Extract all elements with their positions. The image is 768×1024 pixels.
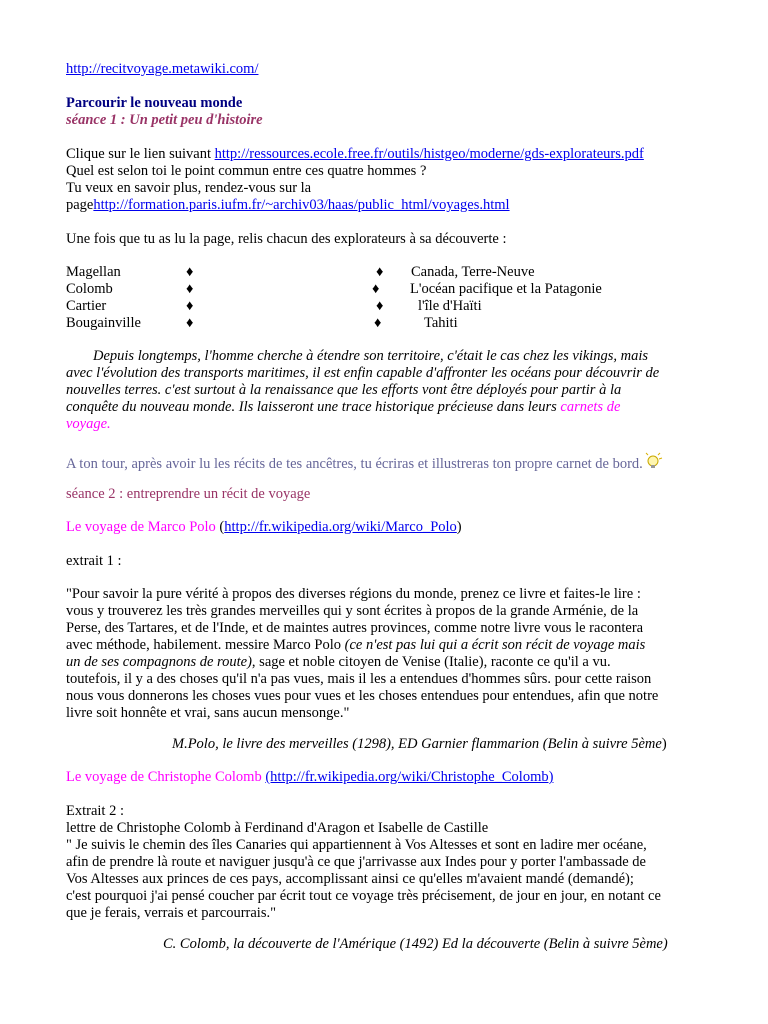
- polo-source: [172, 736, 667, 753]
- carnets-highlight: carnets de: [560, 399, 621, 415]
- page-title: Parcourir le nouveau monde: [66, 95, 243, 111]
- bullet-right[interactable]: ♦: [376, 298, 384, 314]
- discovery-name: l'île d'Haïti: [418, 298, 482, 314]
- discovery-name: L'océan pacifique et la Patagonie: [410, 281, 602, 297]
- explorer-name: Colomb: [66, 281, 113, 297]
- polo-line-text: avec méthode, habilement. messire Marco Polo: [66, 637, 345, 653]
- explorer-name: Magellan: [66, 264, 121, 280]
- discovery-name: Canada, Terre-Neuve: [411, 264, 535, 280]
- polo-aside: (ce n'est pas lui qui a écrit son récit de voyage mais: [344, 637, 646, 653]
- intro-line-3: Tu veux en savoir plus, rendez-vous sur la: [66, 180, 312, 196]
- marco-polo-heading-line: [66, 519, 462, 536]
- bullet-right[interactable]: ♦: [376, 264, 384, 280]
- session1-heading: séance 1 : Un petit peu d'histoire: [66, 112, 263, 128]
- bullet-left[interactable]: ♦: [186, 298, 194, 314]
- explorer-name: Bougainville: [66, 315, 141, 331]
- lightbulb-icon: [645, 452, 663, 470]
- colomb-heading-line: [66, 769, 553, 786]
- polo-line: Perse, des Tartares, et de l'Inde, et de maintes autres provinces, comme notre livre vous le racontera: [66, 620, 644, 636]
- bullet-left[interactable]: ♦: [186, 264, 194, 280]
- bullet-right[interactable]: ♦: [372, 281, 380, 297]
- site-link-line: [66, 61, 258, 78]
- bullet-left[interactable]: ♦: [186, 281, 194, 297]
- your-turn-line: [66, 452, 663, 473]
- session2-heading: séance 2 : entreprendre un récit de voyage: [66, 486, 311, 502]
- polo-line: [66, 637, 645, 654]
- marco-polo-link[interactable]: http://fr.wikipedia.org/wiki/Marco_Polo: [224, 519, 457, 535]
- pdf-link[interactable]: http://ressources.ecole.free.fr/outils/histgeo/moderne/gds-explorateurs.pdf: [214, 146, 644, 162]
- colomb-line: Vos Altesses aux princes de ces pays, accomplissant ainsi ce qu'elles m'avaient mandé (demandé);: [66, 871, 634, 887]
- marco-polo-heading: Le voyage de Marco Polo: [66, 519, 216, 535]
- colomb-heading: Le voyage de Christophe Colomb: [66, 769, 262, 785]
- intro-line-4-text: page: [66, 197, 94, 213]
- matching-row: [66, 315, 706, 332]
- site-link[interactable]: http://recitvoyage.metawiki.com/: [66, 61, 259, 77]
- colomb-line: c'est pourquoi j'ai pensé coucher par écrit tout ce voyage très précisement, de jour en jour, en notant ce: [66, 888, 661, 904]
- polo-line: vous y trouverez les très grandes merveilles qui y sont écrites à propos de la grande Arménie, de la: [66, 603, 639, 619]
- history-line: avec l'évolution des transports maritimes, il est enfin capable d'affronter les océans pour découvrir de: [66, 365, 660, 381]
- colomb-subtitle: lettre de Christophe Colomb à Ferdinand d'Aragon et Isabelle de Castille: [66, 820, 489, 836]
- explorer-name: Cartier: [66, 298, 107, 314]
- colomb-line: afin de prendre là route et naviguer jusqu'à ce que j'arrivasse aux Indes pour y porter l'ambassade de: [66, 854, 646, 870]
- your-turn-text: A ton tour, après avoir lu les récits de tes ancêtres, tu écriras et illustreras ton propre carnet de bord.: [66, 456, 643, 472]
- polo-line: "Pour savoir la pure vérité à propos des diverses régions du monde, prenez ce livre et faites-le lire :: [66, 586, 641, 602]
- extract2-label: Extrait 2 :: [66, 803, 124, 819]
- colomb-source: C. Colomb, la découverte de l'Amérique (1492) Ed la découverte (Belin à suivre 5ème): [163, 936, 668, 952]
- polo-line: toutefois, il y a des choses qu'il n'a pas vues, mais il les a entendues d'hommes sûrs. pour cette raison: [66, 671, 652, 687]
- paren-close: ): [456, 519, 462, 535]
- polo-line: livre soit honnête et vrai, sans aucun mensonge.": [66, 705, 350, 721]
- colomb-line: " Je suivis le chemin des îles Canaries qui appartiennent à Vos Altesses et sont en ladire mer océane,: [66, 837, 647, 853]
- intro-line-4: [66, 197, 510, 214]
- discovery-name: Tahiti: [424, 315, 458, 331]
- history-highlight-end: voyage.: [66, 416, 111, 432]
- matching-row: [66, 281, 706, 298]
- colomb-link[interactable]: (http://fr.wikipedia.org/wiki/Christophe_Colomb): [265, 769, 554, 785]
- matching-row: [66, 298, 706, 315]
- extract1-label: extrait 1 :: [66, 553, 122, 569]
- intro-line-1: [66, 146, 644, 163]
- history-line: nouvelles terres. c'est surtout à la renaissance que les efforts vont être déployés pour partir à la: [66, 382, 622, 398]
- polo-aside-end: un de ses compagnons de route): [66, 654, 252, 670]
- colomb-line: que je ferais, verrais et parcourrais.": [66, 905, 277, 921]
- paren-open: (: [215, 519, 225, 535]
- bullet-right[interactable]: ♦: [374, 315, 382, 331]
- intro-line-2: Quel est selon toi le point commun entre ces quatre hommes ?: [66, 163, 427, 179]
- voyages-link[interactable]: http://formation.paris.iufm.fr/~archiv03/haas/public_html/voyages.html: [93, 197, 510, 213]
- polo-source-end: ): [661, 736, 667, 752]
- matching-row: [66, 264, 706, 281]
- history-line: [66, 399, 620, 416]
- polo-line: [66, 654, 611, 671]
- history-line-text: conquête du nouveau monde. Ils laisseront une trace historique précieuse dans leurs: [66, 399, 561, 415]
- polo-source-text: M.Polo, le livre des merveilles (1298), ED Garnier flammarion (Belin à suivre 5ème: [172, 736, 662, 752]
- bullet-left[interactable]: ♦: [186, 315, 194, 331]
- polo-line-text: , sage et noble citoyen de Venise (Italie), raconte ce qu'il a vu.: [251, 654, 611, 670]
- history-line: Depuis longtemps, l'homme cherche à étendre son territoire, c'était le cas chez les vikings, mais: [93, 348, 649, 364]
- intro-line-1-text: Clique sur le lien suivant: [66, 146, 215, 162]
- matching-instruction: Une fois que tu as lu la page, relis chacun des explorateurs à sa découverte :: [66, 231, 507, 247]
- polo-line: nous vous donnerons les choses vues pour vues et les choses entendues pour entendues, afin que notre: [66, 688, 659, 704]
